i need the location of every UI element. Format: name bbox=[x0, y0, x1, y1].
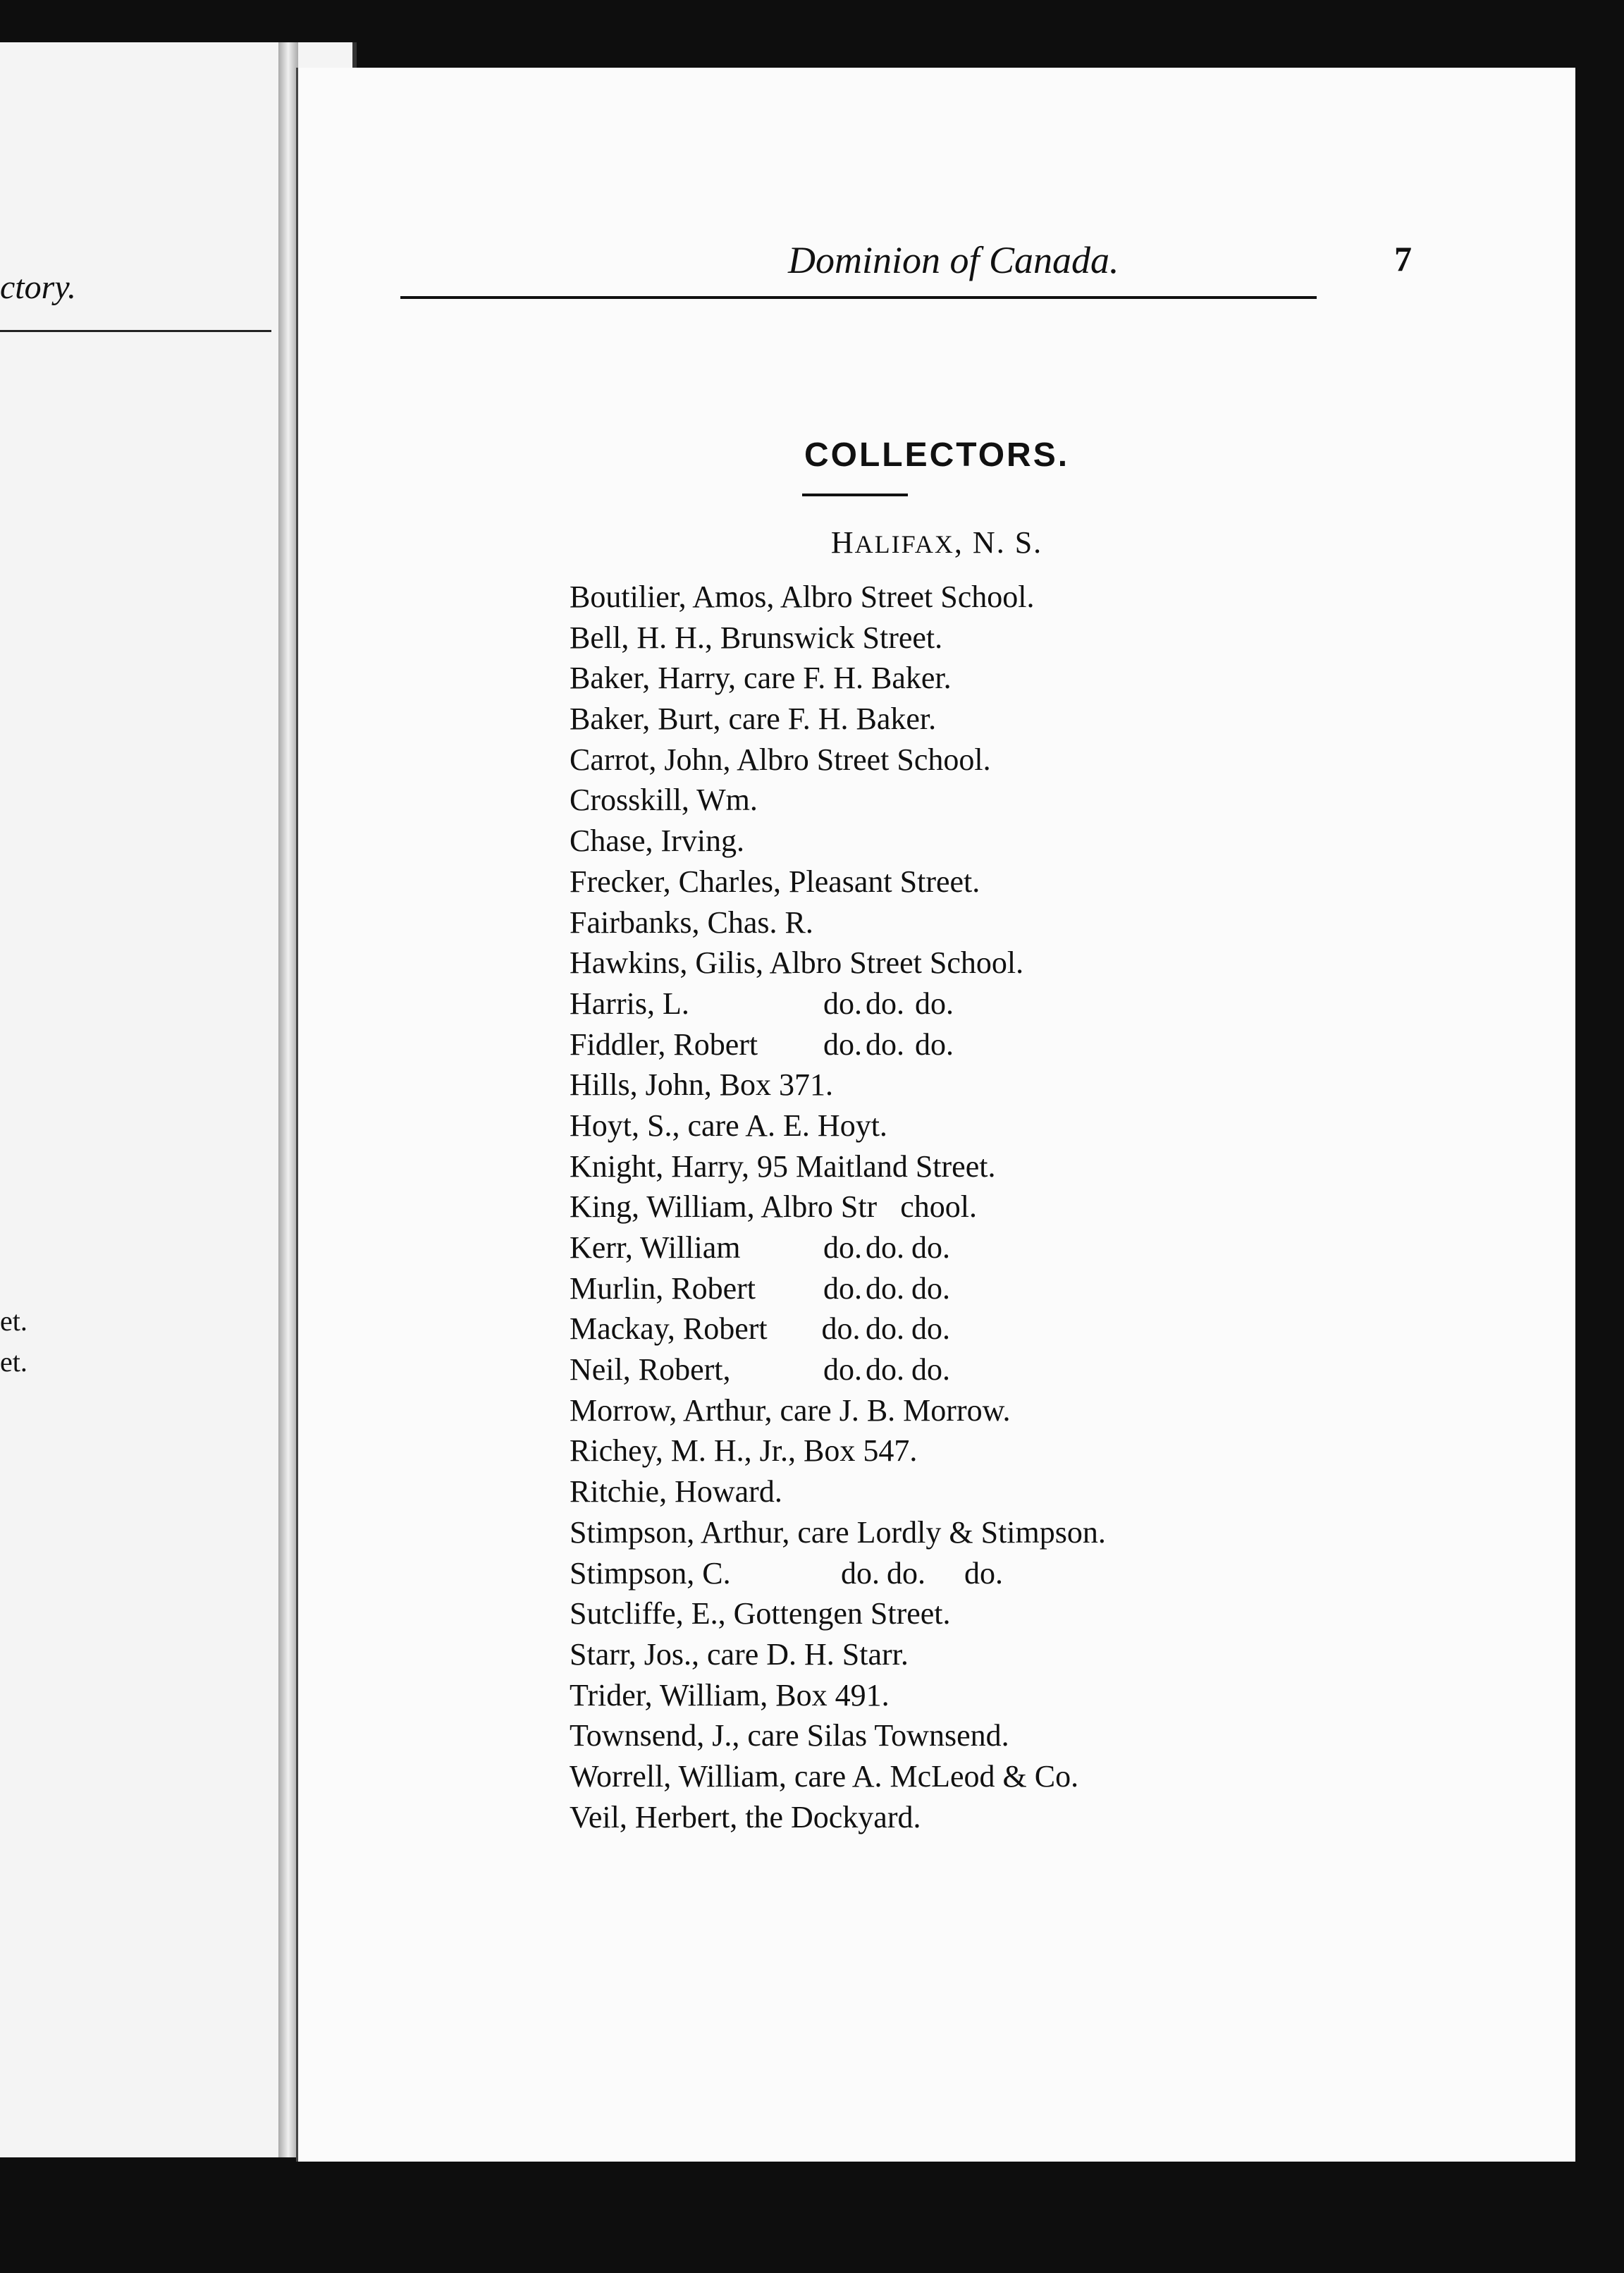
collector-entry-text: Fiddler, Robert bbox=[570, 1027, 758, 1062]
list-item bbox=[570, 821, 1486, 862]
book-gutter bbox=[278, 42, 298, 2157]
list-item bbox=[570, 1756, 1486, 1797]
page-header bbox=[400, 238, 1613, 295]
collector-entry-text: Worrell, William, care A. McLeod & Co. bbox=[570, 1758, 1079, 1794]
location-initial: H bbox=[830, 525, 855, 560]
collector-entry-text: Harris, L. bbox=[570, 986, 689, 1021]
list-item bbox=[570, 1227, 1486, 1268]
collector-entry-text: Fairbanks, Chas. R. bbox=[570, 905, 813, 940]
collector-entry-text: Hills, John, Box 371. bbox=[570, 1067, 834, 1103]
list-item bbox=[570, 740, 1486, 780]
collector-entry-text: Bell, H. H., Brunswick Street. bbox=[570, 620, 943, 655]
list-item bbox=[570, 1634, 1486, 1675]
collector-entry-text: Stimpson, C. bbox=[570, 1555, 731, 1591]
list-item bbox=[570, 1309, 1486, 1349]
ditto-mark: do. bbox=[915, 1027, 954, 1062]
ditto-mark: do. bbox=[823, 1270, 862, 1306]
location-suffix: , N. S. bbox=[954, 525, 1043, 560]
list-item bbox=[570, 1675, 1486, 1716]
list-item bbox=[570, 618, 1486, 658]
list-item bbox=[570, 1593, 1486, 1634]
list-item bbox=[570, 658, 1486, 699]
collector-entry-text: Townsend, J., care Silas Townsend. bbox=[570, 1718, 1009, 1753]
left-edge-fragment: et. bbox=[0, 1305, 27, 1337]
list-item bbox=[570, 1349, 1486, 1390]
collector-entry-text: Chase, Irving. bbox=[570, 823, 745, 859]
ditto-mark: do. bbox=[823, 1027, 862, 1062]
collector-entry-text: King, William, Albro Str chool. bbox=[570, 1189, 977, 1225]
collector-entry-text: Knight, Harry, 95 Maitland Street. bbox=[570, 1148, 996, 1184]
list-item bbox=[570, 1187, 1486, 1227]
ditto-mark: do. bbox=[964, 1555, 1003, 1591]
ditto-mark: do. bbox=[915, 986, 954, 1021]
collector-entry-text: Mackay, Robert bbox=[570, 1311, 768, 1347]
ditto-mark: do. bbox=[866, 1270, 904, 1306]
list-item bbox=[570, 1065, 1486, 1105]
collector-entry-text: Richey, M. H., Jr., Box 547. bbox=[570, 1433, 918, 1469]
list-item bbox=[570, 1553, 1486, 1594]
ditto-mark: do. bbox=[821, 1311, 861, 1347]
ditto-mark: do. bbox=[841, 1555, 880, 1591]
list-item bbox=[570, 1430, 1486, 1471]
title-rule bbox=[802, 494, 908, 496]
ditto-mark: do. bbox=[823, 986, 862, 1021]
collector-entry-text: Stimpson, Arthur, care Lordly & Stimpson. bbox=[570, 1514, 1106, 1550]
ditto-mark: do. bbox=[911, 1352, 950, 1387]
list-item bbox=[570, 984, 1486, 1024]
ditto-mark: do. bbox=[866, 1230, 904, 1265]
list-item bbox=[570, 1715, 1486, 1756]
ditto-mark: do. bbox=[866, 1027, 904, 1062]
collector-entry-text: Veil, Herbert, the Dockyard. bbox=[570, 1799, 921, 1834]
collector-entry-text: Crosskill, Wm. bbox=[570, 783, 758, 818]
ditto-mark: do. bbox=[866, 1311, 904, 1347]
list-item bbox=[570, 1390, 1486, 1431]
collector-list bbox=[570, 577, 1486, 1837]
left-header-rule bbox=[0, 330, 271, 332]
list-item bbox=[570, 1471, 1486, 1512]
collector-entry-text: Carrot, John, Albro Street School. bbox=[570, 742, 991, 777]
list-item bbox=[570, 902, 1486, 943]
ditto-mark: do. bbox=[866, 1352, 904, 1387]
list-item bbox=[570, 1024, 1486, 1065]
list-item bbox=[570, 1268, 1486, 1309]
list-item bbox=[570, 780, 1486, 821]
ditto-mark: do. bbox=[866, 986, 904, 1021]
header-rule bbox=[400, 296, 1317, 299]
collector-entry-text: Boutilier, Amos, Albro Street School. bbox=[570, 580, 1035, 614]
list-item bbox=[570, 699, 1486, 740]
list-item bbox=[570, 943, 1486, 984]
collector-entry-text: Hoyt, S., care A. E. Hoyt. bbox=[570, 1108, 887, 1143]
collector-entry-text: Starr, Jos., care D. H. Starr. bbox=[570, 1636, 909, 1672]
collector-entry-text: Morrow, Arthur, care J. B. Morrow. bbox=[570, 1392, 1011, 1428]
collector-entry-text: Frecker, Charles, Pleasant Street. bbox=[570, 864, 980, 899]
list-item bbox=[570, 1146, 1486, 1187]
collector-entry-text: Kerr, William bbox=[570, 1230, 741, 1265]
collector-entry-text: Ritchie, Howard. bbox=[570, 1474, 782, 1509]
ditto-mark: do. bbox=[911, 1311, 950, 1347]
list-item bbox=[570, 862, 1486, 902]
left-running-title: ctory. bbox=[0, 269, 76, 306]
collector-entry-text: Neil, Robert, bbox=[570, 1352, 731, 1387]
collector-entry-text: Trider, William, Box 491. bbox=[570, 1677, 890, 1713]
ditto-mark: do. bbox=[823, 1230, 862, 1265]
ditto-mark: do. bbox=[911, 1270, 950, 1306]
collector-entry-text: Hawkins, Gilis, Albro Street School. bbox=[570, 945, 1024, 981]
collector-entry-text: Baker, Harry, care F. H. Baker. bbox=[570, 661, 952, 696]
list-item bbox=[570, 1105, 1486, 1146]
collector-entry-text: Baker, Burt, care F. H. Baker. bbox=[570, 701, 937, 737]
list-item bbox=[570, 1797, 1486, 1838]
location-small-caps: ALIFAX bbox=[854, 530, 954, 558]
running-title: Dominion of Canada. bbox=[788, 239, 1119, 281]
ditto-mark: do. bbox=[887, 1555, 925, 1591]
ditto-mark: do. bbox=[911, 1230, 950, 1265]
location-heading bbox=[298, 525, 1575, 560]
collector-entry-text: Murlin, Robert bbox=[570, 1270, 756, 1306]
section-title: COLLECTORS. bbox=[804, 436, 1070, 474]
list-item bbox=[570, 577, 1486, 618]
list-item bbox=[570, 1512, 1486, 1553]
left-edge-fragment: et. bbox=[0, 1346, 27, 1378]
right-page bbox=[296, 68, 1575, 2162]
ditto-mark: do. bbox=[823, 1352, 862, 1387]
page-number: 7 bbox=[1394, 239, 1412, 278]
collector-entry-text: Sutcliffe, E., Gottengen Street. bbox=[570, 1596, 951, 1631]
